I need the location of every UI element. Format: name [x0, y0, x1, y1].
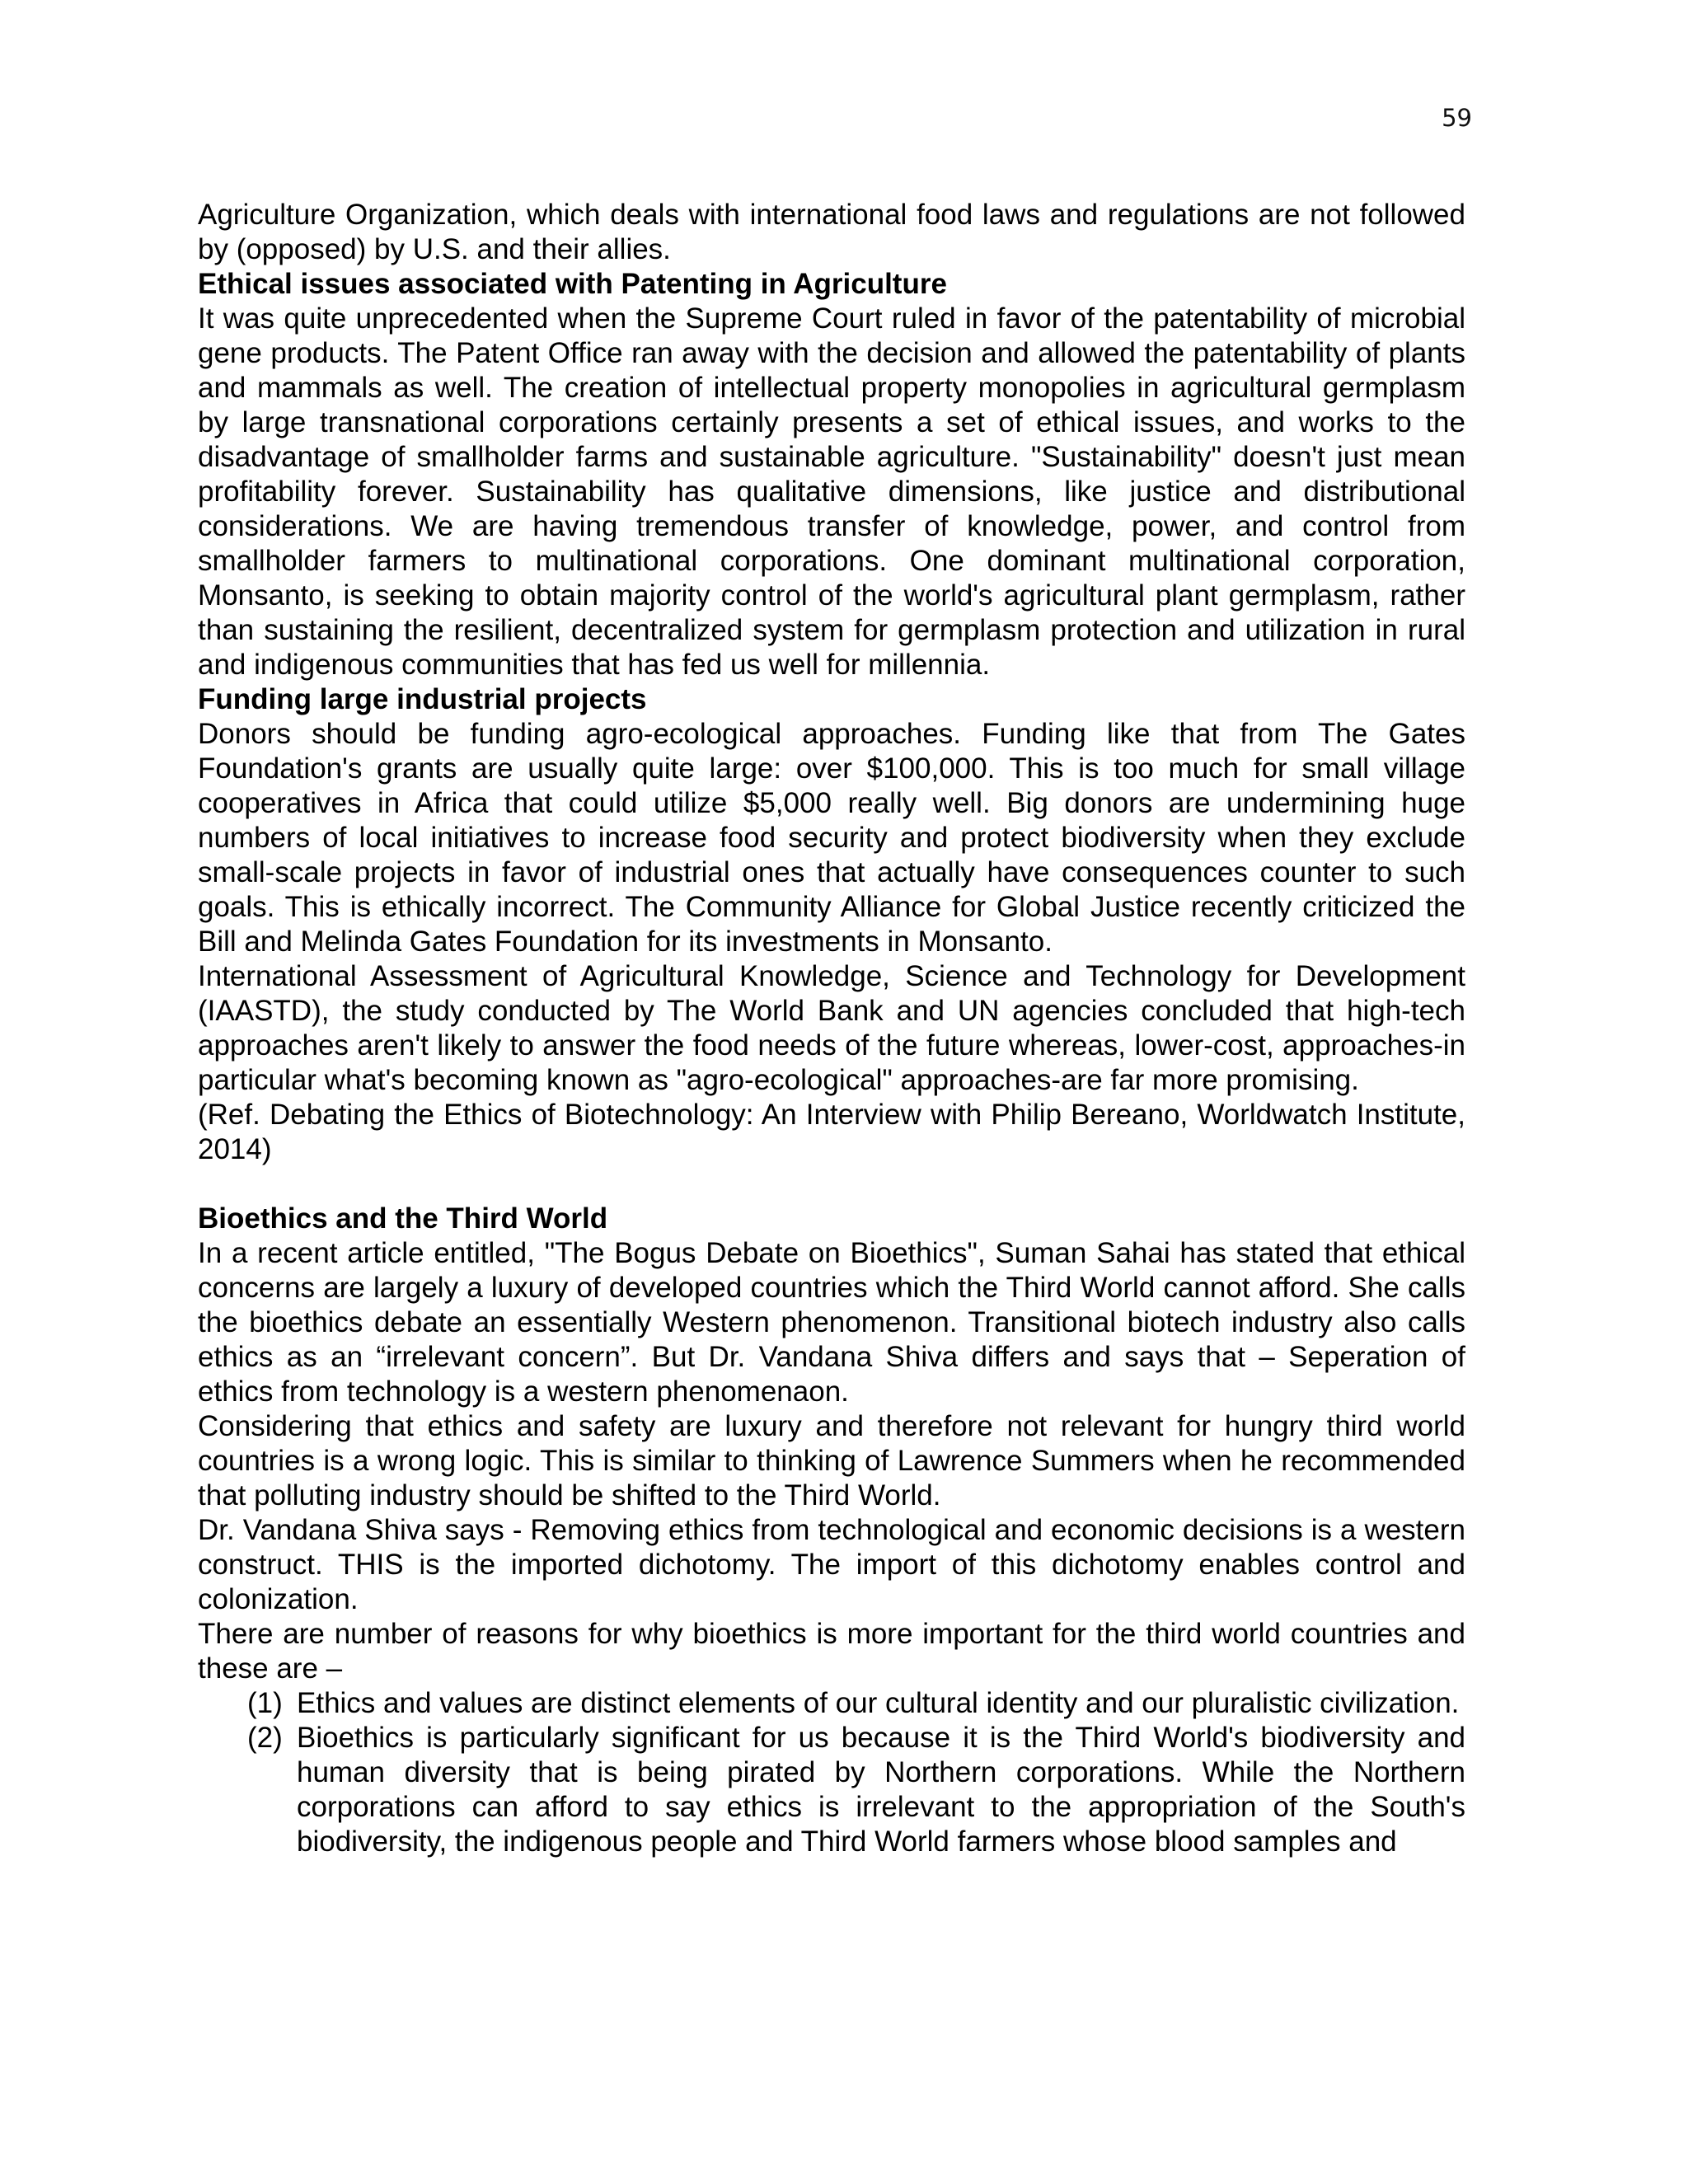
- heading-patenting: Ethical issues associated with Patenting in Agriculture: [198, 268, 947, 300]
- paragraph-sahai: In a recent article entitled, "The Bogus Debate on Bioethics", Suman Sahai has stated that ethical concerns are largely a luxury of developed countries which the Third World cannot afford. She calls the bioethics debate an essentially Western phenomenon. Transitional biotech industry also calls ethics as an “irrelevant concern”. But Dr. Vandana Shiva differs and says that – Seperation of ethics from technology is a western phenomenaon.: [198, 1237, 1465, 1408]
- paragraph-patenting: It was quite unprecedented when the Supreme Court ruled in favor of the patentability of microbial gene products. The Patent Office ran away with the decision and allowed the patentability of plants and mammals as well. The creation of intellectual property monopolies in agricultural germplasm by large transnational corporations certainly presents a set of ethical issues, and works to the disadvantage of smallholder farms and sustainable agriculture. "Sustainability" doesn't just mean profitability forever. Sustainability has qualitative dimensions, like justice and distributional considerations. We are having tremendous transfer of knowledge, power, and control from smallholder farmers to multinational corporations. One dominant multinational corporation, Monsanto, is seeking to obtain majority control of the world's agricultural plant germplasm, rather than sustaining the resilient, decentralized system for germplasm protection and utilization in rural and indigenous communities that has fed us well for millennia.: [198, 302, 1465, 681]
- paragraph-shiva: Dr. Vandana Shiva says - Removing ethics from technological and economic decisions is a western construct. THIS is the imported dichotomy. The import of this dichotomy enables control and colonization.: [198, 1514, 1465, 1615]
- heading-third-world: Bioethics and the Third World: [198, 1202, 608, 1235]
- paragraph-reference: (Ref. Debating the Ethics of Biotechnology: An Interview with Philip Bereano, Worldwatch Institute, 2014): [198, 1099, 1465, 1165]
- blank-line: [198, 1167, 1465, 1202]
- list-item: [247, 1721, 1465, 1859]
- list-number: (1): [247, 1687, 283, 1719]
- list-number: (2): [247, 1722, 283, 1754]
- paragraph-iaastd: International Assessment of Agricultural Knowledge, Science and Technology for Development (IAASTD), the study conducted by The World Bank and UN agencies concluded that high-tech approaches aren't likely to answer the food needs of the future whereas, lower-cost, approaches-in particular what's becoming known as "agro-ecological" approaches-are far more promising.: [198, 960, 1465, 1096]
- paragraph-considering: Considering that ethics and safety are luxury and therefore not relevant for hungry third world countries is a wrong logic. This is similar to thinking of Lawrence Summers when he recommended that polluting industry should be shifted to the Third World.: [198, 1410, 1465, 1511]
- paragraph-intro: Agriculture Organization, which deals with international food laws and regulations are not followed by (opposed) by U.S. and their allies.: [198, 199, 1465, 265]
- paragraph-reasons: There are number of reasons for why bioethics is more important for the third world countries and these are –: [198, 1618, 1465, 1685]
- page-number: 59: [1442, 104, 1472, 132]
- list-text: Ethics and values are distinct elements of our cultural identity and our pluralistic civilization.: [297, 1687, 1460, 1719]
- list-text: Bioethics is particularly significant for us because it is the Third World's biodiversity and human diversity that is being pirated by Northern corporations. While the Northern corporations can afford to say ethics is irrelevant to the appropriation of the South's biodiversity, the indigenous people and Third World farmers whose blood samples and: [297, 1722, 1465, 1858]
- heading-funding: Funding large industrial projects: [198, 683, 647, 715]
- paragraph-funding: Donors should be funding agro-ecological approaches. Funding like that from The Gates Foundation's grants are usually quite large: over $100,000. This is too much for small village cooperatives in Africa that could utilize $5,000 really well. Big donors are undermining huge numbers of local initiatives to increase food security and protect biodiversity when they exclude small-scale projects in favor of industrial ones that actually have consequences counter to such goals. This is ethically incorrect. The Community Alliance for Global Justice recently criticized the Bill and Melinda Gates Foundation for its investments in Monsanto.: [198, 718, 1465, 958]
- list-item: [247, 1686, 1465, 1721]
- body-text: [198, 198, 1465, 1859]
